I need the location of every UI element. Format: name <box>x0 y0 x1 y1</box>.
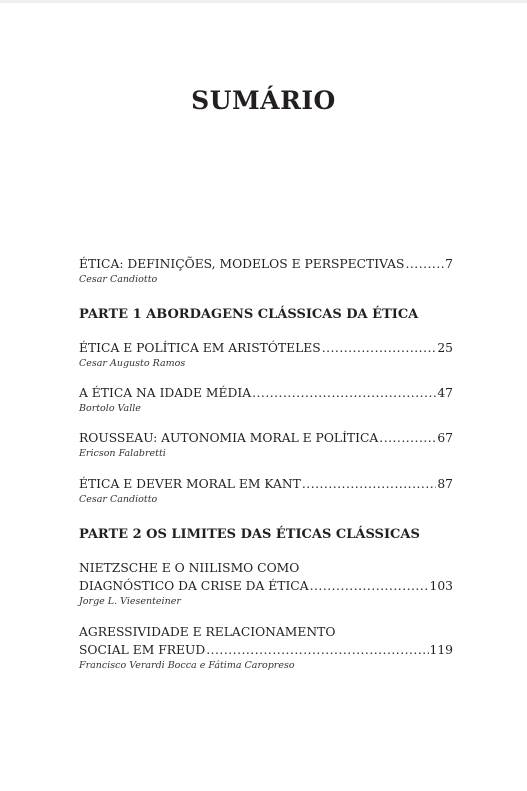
toc-title: ÉTICA E POLÍTICA EM ARISTÓTELES <box>79 341 321 355</box>
toc-title-line1: NIETZSCHE E O NIILISMO COMO <box>79 561 300 575</box>
toc-entry[interactable] <box>79 384 453 416</box>
toc-row <box>79 577 453 595</box>
toc-page: 87 <box>437 477 453 491</box>
toc-entry-intro[interactable] <box>79 255 453 287</box>
toc-page: 67 <box>437 431 453 445</box>
toc-title: ROUSSEAU: AUTONOMIA MORAL E POLÍTICA <box>79 431 379 445</box>
part-heading-2: PARTE 2 OS LIMITES DAS ÉTICAS CLÁSSICAS <box>79 527 420 542</box>
toc-row <box>79 641 453 659</box>
toc-page: 119 <box>429 643 453 657</box>
toc-row <box>79 339 453 357</box>
page-title: SUMÁRIO <box>191 86 336 115</box>
toc-author: Jorge L. Viesenteiner <box>79 596 181 607</box>
toc-page: 103 <box>429 579 453 593</box>
toc-title-line1: AGRESSIVIDADE E RELACIONAMENTO <box>79 625 336 639</box>
dot-leader <box>252 384 436 402</box>
toc-entry[interactable] <box>79 475 453 507</box>
toc-row <box>79 255 453 273</box>
part-heading-1: PARTE 1 ABORDAGENS CLÁSSICAS DA ÉTICA <box>79 307 419 322</box>
toc-title: A ÉTICA NA IDADE MÉDIA <box>79 386 252 400</box>
toc-page: 47 <box>437 386 453 400</box>
toc-author: Ericson Falabretti <box>79 448 166 459</box>
toc-entry[interactable] <box>79 339 453 371</box>
dot-leader <box>310 577 429 595</box>
dot-leader <box>379 429 436 447</box>
toc-entry[interactable] <box>79 623 453 673</box>
toc-author: Cesar Augusto Ramos <box>79 358 186 369</box>
dot-leader <box>322 339 437 357</box>
toc-author: Cesar Candiotto <box>79 274 158 285</box>
toc-title: ÉTICA E DEVER MORAL EM KANT <box>79 477 301 491</box>
top-border <box>0 0 527 3</box>
toc-page: 25 <box>437 341 453 355</box>
dot-leader <box>206 641 428 659</box>
toc-entry[interactable] <box>79 559 453 609</box>
toc-page: 7 <box>445 257 453 271</box>
toc-title-line2: SOCIAL EM FREUD <box>79 643 206 657</box>
toc-row <box>79 384 453 402</box>
toc-title-line2: DIAGNÓSTICO DA CRISE DA ÉTICA <box>79 579 309 593</box>
toc-author: Francisco Verardi Bocca e Fátima Caropreso <box>79 660 295 671</box>
toc-entry[interactable] <box>79 429 453 461</box>
toc-author: Cesar Candiotto <box>79 494 158 505</box>
toc-title: ÉTICA: DEFINIÇÕES, MODELOS E PERSPECTIVAS <box>79 257 405 271</box>
dot-leader <box>405 255 444 273</box>
toc-row <box>79 429 453 447</box>
toc-row <box>79 475 453 493</box>
dot-leader <box>302 475 436 493</box>
toc-author: Bortolo Valle <box>79 403 141 414</box>
